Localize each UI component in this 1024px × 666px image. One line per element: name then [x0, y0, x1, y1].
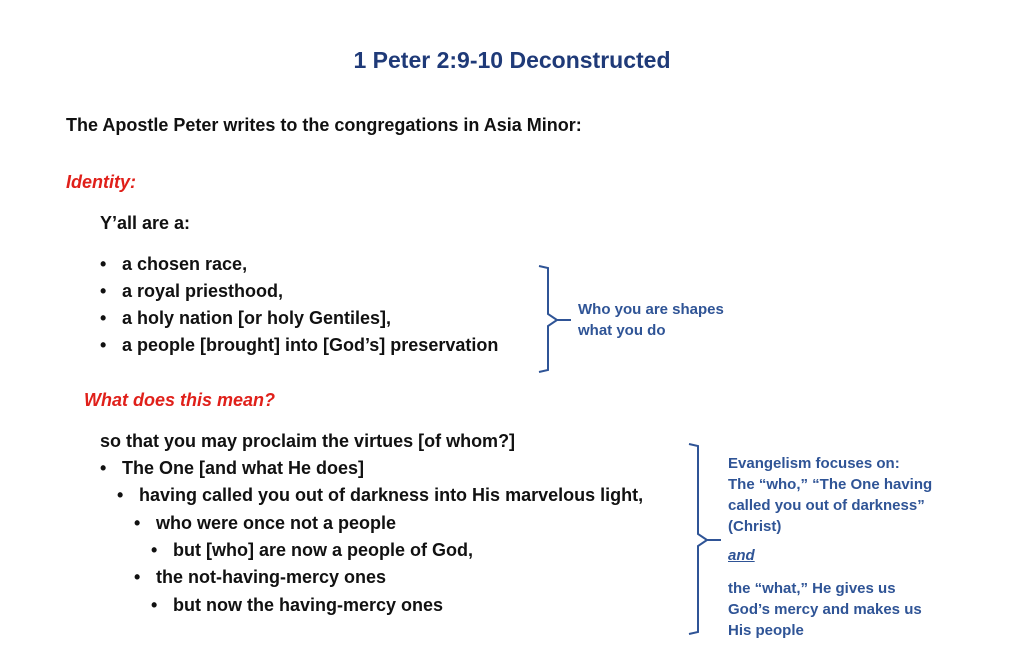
list-item — [134, 567, 386, 588]
intro-text: The Apostle Peter writes to the congregations in Asia Minor: — [66, 115, 582, 135]
identity-heading: Identity: — [66, 172, 136, 192]
list-item-text: who were once not a people — [156, 513, 397, 533]
bullet-icon: • — [100, 458, 107, 478]
note-line: called you out of darkness” — [728, 497, 925, 514]
page-title: 1 Peter 2:9-10 Deconstructed — [353, 47, 671, 73]
list-item — [151, 540, 473, 561]
brace-identity — [535, 264, 575, 376]
meaning-note-top — [728, 453, 932, 537]
list-item-text: having called you out of darkness into His marvelous light, — [139, 485, 644, 505]
note-line: the “what,” He gives us — [728, 580, 896, 597]
bullet-icon: • — [134, 513, 141, 533]
note-line: Who you are shapes — [578, 301, 724, 318]
note-line: (Christ) — [728, 518, 782, 535]
meaning-note-and: and — [728, 547, 755, 564]
list-item — [151, 595, 443, 616]
list-item — [100, 281, 283, 302]
bullet-icon: • — [117, 485, 124, 505]
list-item-text: a people [brought] into [God’s] preservation — [122, 335, 499, 355]
note-line: God’s mercy and makes us — [728, 601, 922, 618]
note-line: Evangelism focuses on: — [728, 455, 900, 472]
list-item — [134, 513, 396, 534]
list-item-text: the not-having-mercy ones — [156, 567, 387, 587]
bullet-icon: • — [100, 281, 107, 301]
bullet-icon: • — [100, 335, 107, 355]
list-item-text: The One [and what He does] — [122, 458, 365, 478]
bullet-icon: • — [151, 595, 158, 615]
note-line: The “who,” “The One having — [728, 476, 933, 493]
identity-lead: Y’all are a: — [100, 213, 191, 233]
bullet-icon: • — [134, 567, 141, 587]
bullet-icon: • — [151, 540, 158, 560]
list-item — [100, 335, 498, 356]
list-item — [100, 254, 247, 275]
list-item — [117, 485, 643, 506]
bullet-icon: • — [100, 254, 107, 274]
list-item-text: but [who] are now a people of God, — [173, 540, 473, 560]
identity-note — [578, 299, 724, 341]
meaning-heading: What does this mean? — [84, 390, 276, 410]
list-item-text: a holy nation [or holy Gentiles], — [122, 308, 392, 328]
list-item-text: but now the having-mercy ones — [173, 595, 444, 615]
list-item — [100, 458, 364, 479]
list-item-text: a chosen race, — [122, 254, 248, 274]
bullet-icon: • — [100, 308, 107, 328]
note-line: what you do — [578, 322, 666, 339]
list-item — [100, 308, 391, 329]
meaning-lead: so that you may proclaim the virtues [of whom?] — [100, 431, 516, 451]
list-item-text: a royal priesthood, — [122, 281, 284, 301]
note-line: His people — [728, 622, 804, 639]
brace-meaning — [685, 442, 725, 638]
meaning-note-bottom — [728, 578, 922, 641]
